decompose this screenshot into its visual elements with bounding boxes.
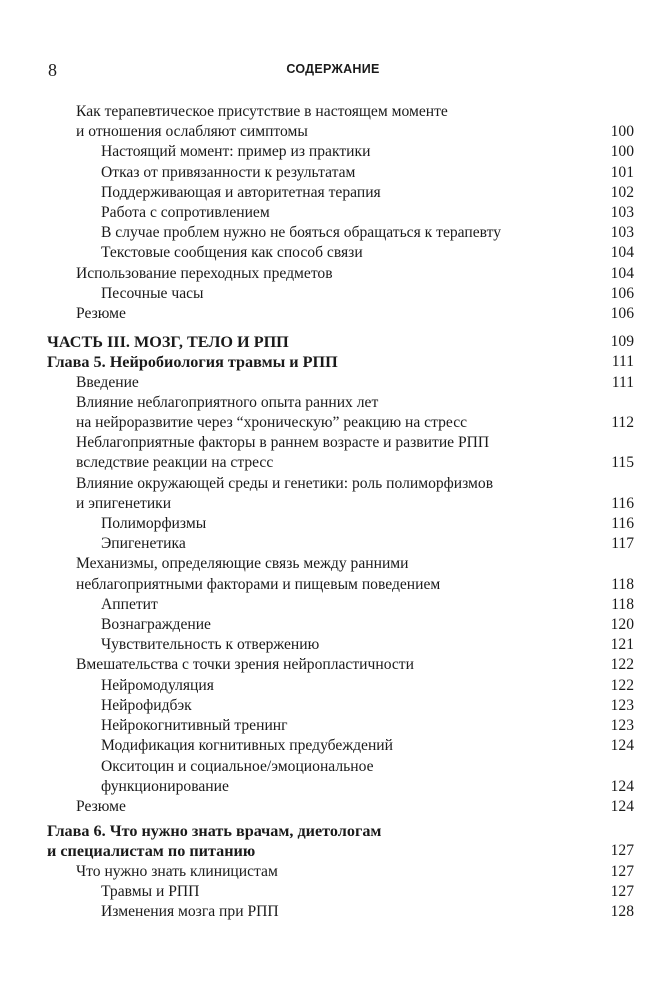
toc-entry-page-number: 106 <box>610 284 634 302</box>
toc-entry[interactable] <box>0 163 666 183</box>
toc-entry-title-line: Нейромодуляция <box>101 676 214 694</box>
running-head: СОДЕРЖАНИЕ <box>286 62 380 76</box>
toc-entry[interactable] <box>0 203 666 223</box>
toc-entry-page-number: 122 <box>610 656 634 674</box>
toc-entry-page-number: 111 <box>611 373 634 391</box>
toc-entry-title-line: Поддерживающая и авторитетная терапия <box>101 183 381 201</box>
toc-entry-title-line: Нейрофидбэк <box>101 696 192 714</box>
toc-entry-title <box>76 797 614 817</box>
toc-entry-page-number: 100 <box>610 123 634 141</box>
toc-entry-title <box>101 514 614 534</box>
toc-entry-page-number: 121 <box>610 636 634 654</box>
toc-entry[interactable] <box>0 797 666 817</box>
toc-entry-page-number: 124 <box>610 737 634 755</box>
toc-entry-title <box>47 332 614 352</box>
toc-entry-title-line: Неблагоприятные факторы в раннем возрасте и развитие РПП <box>76 434 490 452</box>
toc-entry-page-number: 124 <box>610 797 634 815</box>
toc-entry-title <box>76 554 614 594</box>
toc-heading[interactable] <box>0 332 666 352</box>
toc-entry-title-line: Резюме <box>76 797 126 815</box>
toc-entry-title-line: Настоящий момент: пример из практики <box>101 143 371 161</box>
toc-entry-page-number: 101 <box>610 163 634 181</box>
toc-entry-title-line: и специалистам по питанию <box>47 842 256 861</box>
toc-entry-title <box>76 655 614 675</box>
toc-entry[interactable] <box>0 183 666 203</box>
toc-entry-title-line: и отношения ослабляют симптомы <box>76 123 308 141</box>
toc-entry-title-line: Чувствительность к отвержению <box>101 636 320 654</box>
toc-entry-title <box>101 163 614 183</box>
toc-entry-title <box>76 393 614 433</box>
toc-entry-page-number: 123 <box>610 717 634 735</box>
toc-entry-title-line: Изменения мозга при РПП <box>101 902 279 920</box>
toc-entry[interactable] <box>0 902 666 922</box>
toc-entry[interactable] <box>0 676 666 696</box>
toc-entry-title <box>47 821 614 861</box>
toc-entry-page-number: 103 <box>610 204 634 222</box>
toc-entry-title-line: Что нужно знать клиницистам <box>76 862 278 880</box>
page-number: 8 <box>48 60 57 80</box>
toc-entry-page-number: 112 <box>611 414 634 432</box>
toc-entry-title <box>101 534 614 554</box>
toc-entry-title-line: Травмы и РПП <box>101 882 200 900</box>
toc-entry-title <box>76 264 614 284</box>
toc-entry-title <box>101 676 614 696</box>
toc-entry-page-number: 123 <box>610 696 634 714</box>
toc-entry-title-line: на нейроразвитие через “хроническую” реакцию на стресс <box>76 414 468 432</box>
toc-entry-page-number: 111 <box>611 353 634 371</box>
toc-entry-title-line: Работа с сопротивлением <box>101 204 270 222</box>
toc-entry-title-line: вследствие реакции на стресс <box>76 454 274 472</box>
toc-entry-title-line: и эпигенетики <box>76 494 172 512</box>
toc-entry-title <box>101 757 614 797</box>
toc-entry-page-number: 103 <box>610 224 634 242</box>
toc-entry-page-number: 104 <box>610 244 634 262</box>
toc-entry[interactable] <box>0 534 666 554</box>
toc-entry-title-line: Как терапевтическое присутствие в настоящем моменте <box>76 103 448 120</box>
toc-entry-title <box>101 615 614 635</box>
toc-entry-title-line: Резюме <box>76 305 126 323</box>
toc-entry-page-number: 118 <box>611 595 634 613</box>
toc-entry-title-line: В случае проблем нужно не бояться обращаться к терапевту <box>101 224 502 242</box>
toc-entry-page-number: 118 <box>611 575 634 593</box>
toc-entry-title <box>101 243 614 263</box>
toc-entry-title-line: Вмешательства с точки зрения нейропластичности <box>76 656 414 674</box>
toc-entry-title <box>101 284 614 304</box>
toc-entry[interactable] <box>0 655 666 675</box>
toc-entry[interactable] <box>0 284 666 304</box>
toc-entry[interactable] <box>0 736 666 756</box>
table-of-contents <box>0 102 666 922</box>
toc-entry-title-line: Аппетит <box>101 595 158 613</box>
toc-entry-title <box>76 102 614 142</box>
toc-entry[interactable] <box>0 635 666 655</box>
toc-entry-title <box>101 736 614 756</box>
toc-entry-title <box>101 902 614 922</box>
toc-entry-title-line: Текстовые сообщения как способ связи <box>101 244 363 262</box>
toc-entry[interactable] <box>0 373 666 393</box>
toc-entry[interactable] <box>0 862 666 882</box>
toc-entry-page-number: 124 <box>610 777 634 795</box>
toc-entry-title-line: Введение <box>76 373 139 391</box>
toc-heading[interactable] <box>0 821 666 861</box>
toc-entry-title-line: неблагоприятными факторами и пищевым поведением <box>76 575 441 593</box>
toc-entry-title <box>76 862 614 882</box>
toc-entry[interactable] <box>0 514 666 534</box>
toc-entry-title-line: Нейрокогнитивный тренинг <box>101 717 288 735</box>
toc-entry[interactable] <box>0 223 666 243</box>
toc-entry-page-number: 115 <box>611 454 634 472</box>
toc-entry-page-number: 116 <box>611 515 634 533</box>
toc-entry-page-number: 104 <box>610 264 634 282</box>
toc-entry-title <box>101 635 614 655</box>
toc-entry[interactable] <box>0 882 666 902</box>
toc-entry[interactable] <box>0 757 666 797</box>
toc-entry-page-number: 109 <box>610 333 634 351</box>
toc-entry-title <box>101 696 614 716</box>
toc-entry-title-line: Влияние неблагоприятного опыта ранних лет <box>76 393 379 411</box>
toc-entry-page-number: 102 <box>610 183 634 201</box>
toc-entry-title <box>101 882 614 902</box>
toc-entry-page-number: 100 <box>610 143 634 161</box>
toc-entry-title-line: Окситоцин и социальное/эмоциональное <box>101 757 374 775</box>
toc-entry-page-number: 127 <box>610 882 634 900</box>
toc-entry-title-line: Модификация когнитивных предубеждений <box>101 737 393 755</box>
toc-entry-title-line: ЧАСТЬ III. МОЗГ, ТЕЛО И РПП <box>47 333 289 352</box>
toc-entry[interactable] <box>0 243 666 263</box>
toc-entry-title-line: функционирование <box>101 777 229 795</box>
toc-entry-title <box>101 716 614 736</box>
toc-entry-page-number: 117 <box>611 535 634 553</box>
toc-entry[interactable] <box>0 696 666 716</box>
toc-entry-title <box>76 304 614 324</box>
toc-entry[interactable] <box>0 304 666 324</box>
toc-entry-title <box>76 433 614 473</box>
toc-entry-title-line: Влияние окружающей среды и генетики: роль полиморфизмов <box>76 474 494 492</box>
toc-entry-title-line: Глава 6. Что нужно знать врачам, диетологам <box>47 822 382 841</box>
toc-entry-page-number: 122 <box>610 676 634 694</box>
toc-entry-page-number: 128 <box>610 902 634 920</box>
toc-entry[interactable] <box>0 716 666 736</box>
toc-entry-title <box>101 203 614 223</box>
toc-entry[interactable] <box>0 264 666 284</box>
toc-entry-page-number: 127 <box>610 842 634 860</box>
toc-entry[interactable] <box>0 554 666 594</box>
toc-entry-title-line: Полиморфизмы <box>101 515 207 533</box>
toc-entry-page-number: 116 <box>611 494 634 512</box>
toc-entry-title <box>47 352 614 372</box>
toc-entry[interactable] <box>0 102 666 142</box>
toc-entry-title-line: Эпигенетика <box>101 535 186 553</box>
toc-entry[interactable] <box>0 393 666 433</box>
toc-entry-title <box>101 142 614 162</box>
toc-entry-page-number: 127 <box>610 862 634 880</box>
toc-entry-page-number: 106 <box>610 305 634 323</box>
toc-entry-title <box>101 595 614 615</box>
toc-entry-title-line: Механизмы, определяющие связь между ранними <box>76 555 409 573</box>
toc-entry[interactable] <box>0 615 666 635</box>
toc-entry-title <box>101 223 614 243</box>
toc-entry-title-line: Использование переходных предметов <box>76 264 333 282</box>
toc-entry[interactable] <box>0 595 666 615</box>
toc-entry-title <box>76 373 614 393</box>
toc-entry-title <box>76 474 614 514</box>
toc-entry-page-number: 120 <box>610 616 634 634</box>
toc-entry-title-line: Глава 5. Нейробиология травмы и РПП <box>47 353 338 372</box>
toc-entry-title-line: Песочные часы <box>101 284 204 302</box>
toc-entry[interactable] <box>0 474 666 514</box>
toc-entry[interactable] <box>0 433 666 473</box>
toc-entry-title-line: Вознаграждение <box>101 616 211 634</box>
toc-entry[interactable] <box>0 142 666 162</box>
toc-heading[interactable] <box>0 352 666 372</box>
toc-entry-title <box>101 183 614 203</box>
toc-entry-title-line: Отказ от привязанности к результатам <box>101 163 356 181</box>
